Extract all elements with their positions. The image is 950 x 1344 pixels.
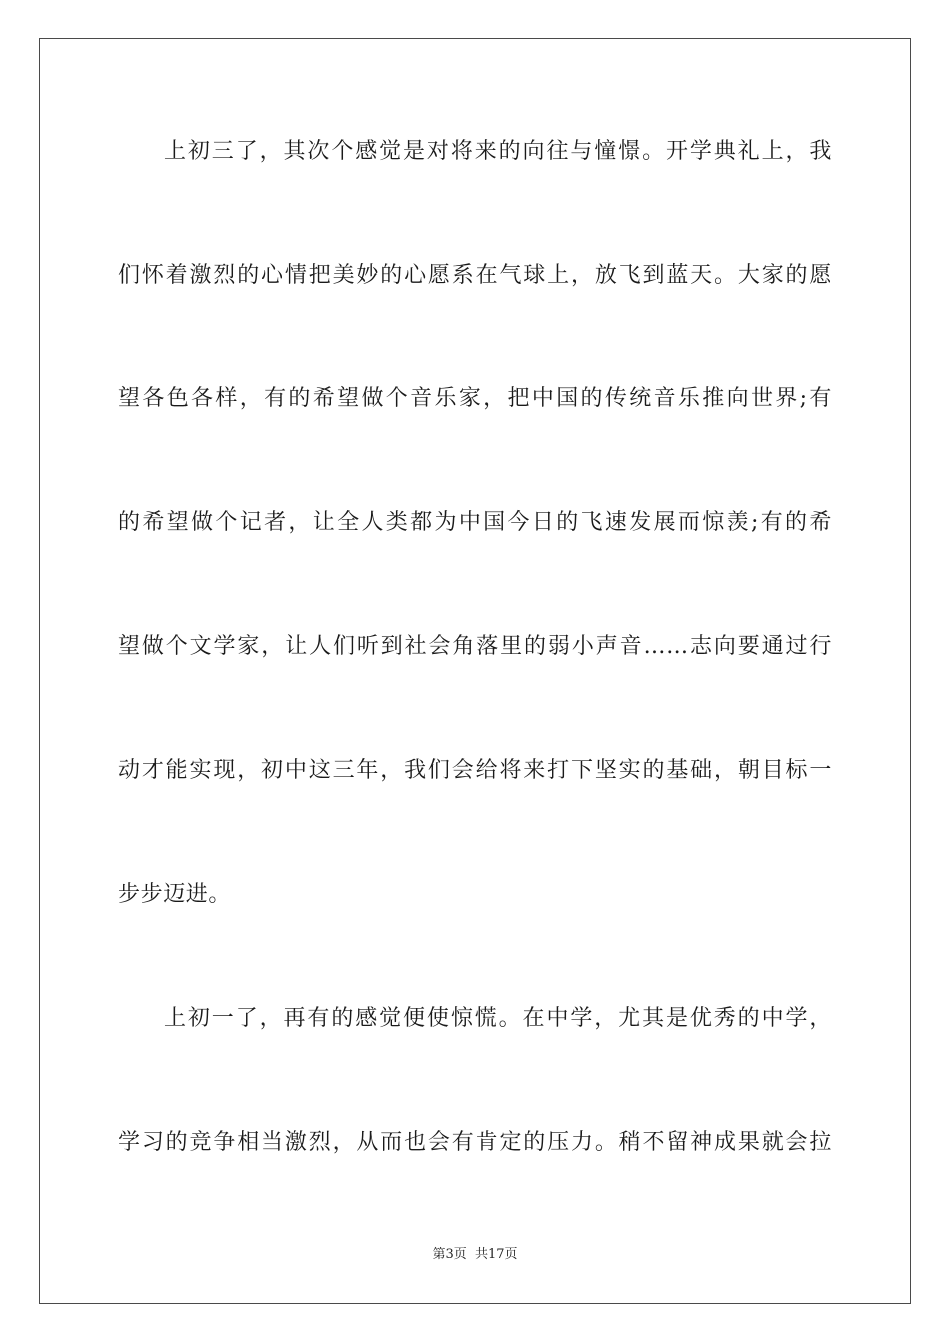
- paragraph-1-line-4: 的希望做个记者，让全人类都为中国今日的飞速发展而惊羡;有的希: [118, 510, 832, 535]
- paragraph-1-line-5: 望做个文学家，让人们听到社会角落里的弱小声音……志向要通过行: [118, 634, 832, 659]
- page-border: [39, 38, 911, 1304]
- page-footer: [0, 1246, 950, 1264]
- paragraph-2-line-2: 学习的竞争相当激烈，从而也会有肯定的压力。稍不留神成果就会拉: [118, 1130, 832, 1155]
- paragraph-2-line-1: 上初一了，再有的感觉便使惊慌。在中学，尤其是优秀的中学，: [164, 1006, 832, 1031]
- paragraph-1-line-6: 动才能实现，初中这三年，我们会给将来打下坚实的基础，朝目标一: [118, 758, 832, 783]
- paragraph-1-line-1: 上初三了，其次个感觉是对将来的向往与憧憬。开学典礼上，我: [164, 139, 832, 164]
- page-number-current: 第3页: [432, 1247, 467, 1262]
- paragraph-1-line-3: 望各色各样，有的希望做个音乐家，把中国的传统音乐推向世界;有: [118, 386, 832, 411]
- paragraph-1-line-2: 们怀着激烈的心情把美妙的心愿系在气球上，放飞到蓝天。大家的愿: [118, 263, 832, 288]
- paragraph-1-line-7: 步步迈进。: [118, 882, 232, 907]
- page-number-total: 共17页: [474, 1247, 518, 1262]
